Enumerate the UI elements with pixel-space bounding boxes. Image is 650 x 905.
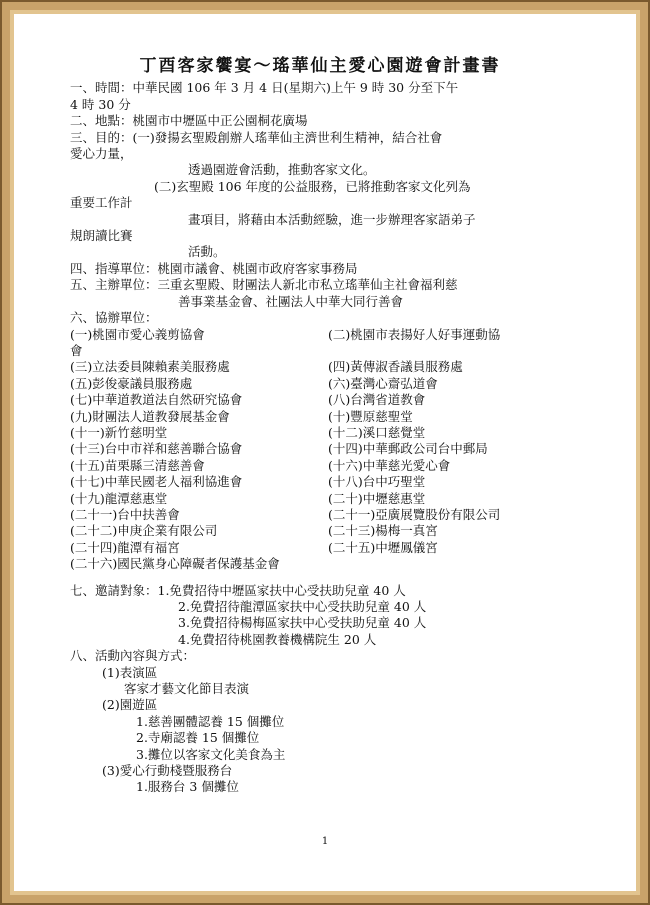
co-organizers-list: [70, 327, 570, 557]
purpose-line: 愛心力量，: [70, 146, 133, 162]
co-organizer: (五)彭俊豪議員服務處: [70, 375, 193, 391]
document-title: 丁酉客家饗宴～瑤華仙主愛心園遊會計畫書: [139, 56, 501, 76]
activity-item: 1.服務台 3 個攤位: [136, 779, 239, 795]
co-organizer: (十八)台中巧聖堂: [328, 474, 426, 490]
co-organizer: (十一)新竹慈明堂: [70, 424, 168, 440]
activity-section: (2)園遊區: [102, 697, 158, 713]
activity-item: 1.慈善團體認養 15 個攤位: [136, 713, 285, 729]
co-organizer: (二十三)楊梅一真宮: [328, 523, 438, 539]
co-organizer: (十)豐原慈聖堂: [328, 408, 413, 424]
co-organizer: (二十六)國民黨身心障礙者保護基金會: [70, 556, 280, 572]
co-organizer: (二十二)申庚企業有限公司: [70, 523, 218, 539]
activity-title: 八、活動內容與方式：: [70, 648, 196, 664]
co-organizer: (三)立法委員陳賴素美服務處: [70, 359, 230, 375]
co-organizer: (二十)中壢慈惠堂: [328, 490, 426, 506]
co-organizer: (四)黃傳淑香議員服務處: [328, 359, 463, 375]
co-organizer: (二)桃園市表揚好人好事運動協: [328, 326, 501, 342]
co-organizer: (二十一)亞廣展覽股份有限公司: [328, 506, 501, 522]
co-organizer: (二十一)台中扶善會: [70, 506, 180, 522]
co-organizer: (七)中華道教道法自然研究協會: [70, 392, 243, 408]
co-organizer: 會: [70, 342, 83, 358]
co-organizer: (二十四)龍潭有福宮: [70, 539, 180, 555]
purpose-line: 透過園遊會活動，推動客家文化。: [188, 162, 376, 178]
activity-section: (3)愛心行動棧暨服務台: [102, 763, 233, 779]
purpose-line: 畫項目，將藉由本活動經驗，進一步辦理客家語弟子: [188, 211, 476, 227]
activity-section: (1)表演區: [102, 664, 158, 680]
time-line-cont: 4 時 30 分: [70, 96, 131, 112]
co-organizers-title: 六、協辦單位：: [70, 310, 158, 326]
page-number: 1: [321, 836, 329, 847]
invite-line: 4.免費招待桃園教養機構院生 20 人: [178, 631, 377, 647]
co-organizer: (十四)中華郵政公司台中郵局: [328, 441, 488, 457]
co-organizer: (六)臺灣心齋弘道會: [328, 375, 438, 391]
co-organizer: (十九)龍潭慈惠堂: [70, 490, 168, 506]
host-line-cont: 善事業基金會、社團法人中華大同行善會: [178, 293, 404, 309]
activity-item: 客家才藝文化節目表演: [124, 681, 250, 697]
co-organizer: (二十五)中壢鳳儀宮: [328, 539, 438, 555]
guide-line: 四、指導單位：桃園市議會、桃園市政府客家事務局: [70, 260, 358, 276]
co-organizer: (一)桃園市愛心義剪協會: [70, 326, 205, 342]
place-line: 二、地點：桃園市中壢區中正公園桐花廣場: [70, 113, 308, 129]
co-organizer: (十七)中華民國老人福利協進會: [70, 474, 243, 490]
time-line: 一、時間：中華民國 106 年 3 月 4 日(星期六)上午 9 時 30 分至下午: [70, 80, 459, 96]
co-organizer: (八)台灣省道教會: [328, 392, 426, 408]
activity-item: 3.攤位以客家文化美食為主: [136, 746, 286, 762]
co-organizer: (十二)溪口慈覺堂: [328, 424, 426, 440]
purpose-line: 規朗讀比賽: [70, 228, 133, 244]
host-line: 五、主辦單位：三重玄聖殿、財團法人新北市私立瑤華仙主社會福利慈: [70, 277, 458, 293]
purpose-line: 三、目的：(一)發揚玄聖殿創辦人瑤華仙主濟世利生精神，結合社會: [70, 129, 443, 145]
purpose-line: 重要工作計: [70, 195, 133, 211]
document-page: [70, 58, 570, 796]
purpose-line: 活動。: [188, 244, 226, 260]
activity-item: 2.寺廟認養 15 個攤位: [136, 730, 260, 746]
co-organizer: [328, 343, 578, 359]
co-organizer: (九)財團法人道教發展基金會: [70, 408, 230, 424]
invite-line: 2.免費招待龍潭區家扶中心受扶助兒童 40 人: [178, 599, 427, 614]
purpose-line: (二)玄聖殿 106 年度的公益服務，已將推動客家文化列為: [154, 178, 471, 194]
co-organizer: (十三)台中市祥和慈善聯合協會: [70, 441, 243, 457]
co-organizer: (十六)中華慈光愛心會: [328, 457, 451, 473]
invite-line: 3.免費招待楊梅區家扶中心受扶助兒童 40 人: [178, 615, 427, 631]
co-organizer: (十五)苗栗縣三清慈善會: [70, 457, 205, 473]
invite-line: 七、邀請對象：1.免費招待中壢區家扶中心受扶助兒童 40 人: [70, 582, 406, 598]
